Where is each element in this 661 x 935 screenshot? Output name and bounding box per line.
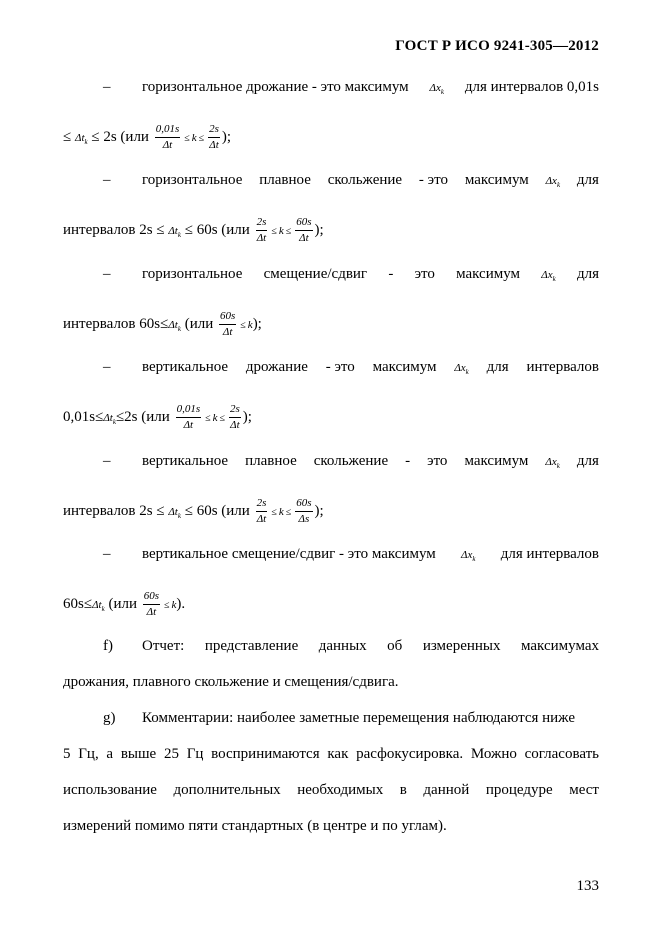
- para-f-label: f): [103, 638, 113, 654]
- para-f-line-2: дрожания, плавного скольжение и смещения/сдвига.: [63, 674, 399, 690]
- list-dash: –: [103, 546, 111, 562]
- fraction: $\frac{2s}{\Delta t}$: [256, 216, 267, 244]
- item-6-line-2: $60s\le\Delta t_k$ (или $\frac{60s}{\Delta t}$ ≤ k).: [63, 590, 186, 618]
- fraction: $\frac{2s}{\Delta t}$: [229, 403, 240, 431]
- list-dash: –: [103, 79, 111, 95]
- para-g-label: g): [103, 710, 116, 726]
- fraction: $\frac{0,01s}{\Delta t}$: [176, 403, 201, 431]
- fraction: $\frac{2s}{\Delta t}$: [209, 123, 219, 151]
- list-dash: –: [103, 453, 111, 469]
- fraction: $\frac{60s}{\Delta t}$: [296, 216, 312, 244]
- item-5-line-1: вертикальное плавное скольжение - это максимум $\Delta x_k$ для: [142, 453, 599, 470]
- para-g-line-3: использование дополнительных необходимых в данной процедуре мест: [63, 782, 599, 798]
- fraction: $\frac{0,01s}{\Delta t}$: [155, 123, 180, 151]
- fraction: $\frac{60s}{\Delta t}$: [143, 590, 160, 618]
- item-5-line-2: интервалов $2s \le \Delta t_k \le 60s$ (или $\frac{2s}{\Delta t}$ ≤ k ≤ $\frac{60s}{\Delta s}$ );: [63, 497, 324, 525]
- item-1-line-2: ≤ $\Delta t_k \le 2s$ (или $\frac{0,01s}{\Delta t}$ ≤ k ≤ $\frac{2s}{\Delta t}$ );: [63, 123, 232, 151]
- page-number: 133: [576, 878, 599, 894]
- list-dash: –: [103, 172, 111, 188]
- fraction: $\frac{2s}{\Delta t}$: [256, 497, 267, 525]
- para-f-line-1: Отчет: представление данных об измеренных максимумах: [142, 638, 599, 654]
- page-header: ГОСТ Р ИСО 9241-305—2012: [395, 38, 599, 54]
- fraction: $\frac{60s}{\Delta t}$: [220, 310, 236, 338]
- fraction: $\frac{60s}{\Delta s}$: [296, 497, 312, 525]
- item-4-line-1: вертикальное дрожание - это максимум $\Delta x_k$ для интервалов: [142, 359, 599, 376]
- para-g-line-2: 5 Гц, а выше 25 Гц воспринимаются как расфокусировка. Можно согласовать: [63, 746, 599, 762]
- item-2-line-2: интервалов $2s \le \Delta t_k \le 60s$ (или $\frac{2s}{\Delta t}$ ≤ k ≤ $\frac{60s}{\Delta t}$ );: [63, 216, 324, 244]
- item-2-line-1: горизонтальное плавное скольжение - это максимум $\Delta x_k$ для: [142, 172, 599, 189]
- item-6-line-1: вертикальное смещение/сдвиг - это максимум $\Delta x_k$ для интервалов: [142, 546, 599, 563]
- item-3-line-1: горизонтальное смещение/сдвиг - это максимум $\Delta x_k$ для: [142, 266, 599, 283]
- item-1-line-1: горизонтальное дрожание - это максимум $\Delta x_k$ для интервалов 0,01s: [142, 79, 599, 96]
- list-dash: –: [103, 359, 111, 375]
- para-g-line-1: Комментарии: наиболее заметные перемещения наблюдаются ниже: [142, 710, 576, 726]
- list-dash: –: [103, 266, 111, 282]
- item-3-line-2: интервалов $60s\le\Delta t_k$ (или $\frac{60s}{\Delta t}$ ≤ k);: [63, 310, 262, 338]
- item-4-line-2: $0,01s\le\Delta t_k\le 2s$ (или $\frac{0,01s}{\Delta t}$ ≤ k ≤ $\frac{2s}{\Delta t}$ );: [63, 403, 252, 431]
- para-g-line-4: измерений помимо пяти стандартных (в центре и по углам).: [63, 818, 447, 834]
